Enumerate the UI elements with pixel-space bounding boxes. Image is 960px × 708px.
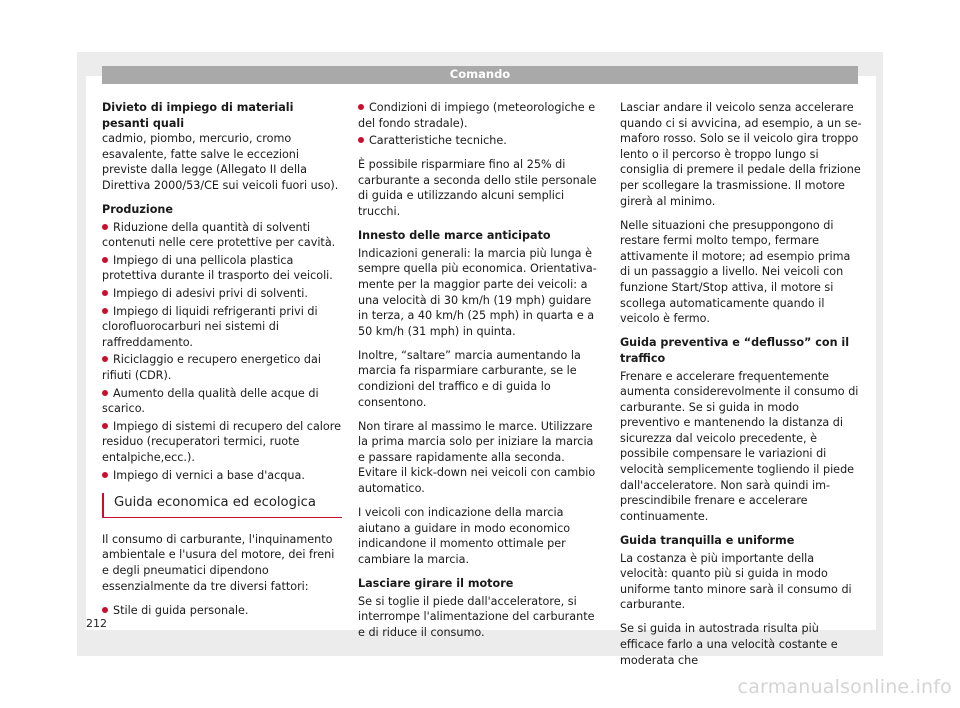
bullet-icon (102, 607, 108, 613)
paragraph-situazioni: Nelle situazioni che presuppongono di restare fermi molto tempo, fermare attivamente il motore; ad esempio prima di un passaggio a livello. Nei veicoli con funzione Start/Stop attiva, il motore si scollega automaticamente quando il veicolo è fermo. (620, 218, 851, 326)
chapter-header (102, 66, 858, 84)
bullet-icon (102, 224, 108, 230)
bullet-icon (102, 290, 108, 296)
bullet-icon (102, 257, 108, 263)
divieto-bold: Divieto di impiego di materiali pesanti quali (102, 101, 294, 130)
list-item: Riciclaggio e recupero energetico dai rifiuti (CDR). (102, 353, 321, 382)
bullet-icon (102, 423, 108, 429)
paragraph-indicazioni: Indicazioni generali: la marcia più lunga è sempre quella più economica. Orientativamente per la maggior parte dei veicoli: a una velocità di 30 km/h (19 mph) guidare in terza, a 40 km/h (25 mph) in quarta e a 50 km/h (31 mph) in quinta. (358, 246, 597, 338)
bullet-icon (358, 104, 364, 110)
bullet-icon (102, 390, 108, 396)
list-item: Aumento della qualità delle acque di scarico. (102, 386, 319, 416)
paragraph-risparmio: È possibile risparmiare fino al 25% di carburante a seconda dello stile personale di guida e utilizzando alcuni semplici trucchi. (358, 158, 597, 219)
paragraph-non-tirare: Non tirare al massimo le marce. Utilizzare la prima marcia solo per iniziare la marcia e passare rapidamente alla seconda. Evitare il kick-down nei veicoli con cambio automatico. (358, 419, 596, 496)
watermark: carmanualsonline.info (737, 676, 952, 698)
bullet-icon (358, 137, 364, 143)
list-item: Impiego di liquidi refrigeranti privi di clorofluorocarburi nei sistemi di raffreddamento. (102, 304, 318, 349)
bullet-icon (102, 356, 108, 362)
paragraph-divieto (102, 100, 342, 194)
list-item: Riduzione della quantità di solventi contenuti nelle cere protettive per cavità. (102, 220, 336, 250)
list-item: Stile di guida personale. (102, 603, 342, 619)
column-2 (358, 100, 598, 649)
paragraph-frenare: Frenare e accelerare frequentemente aumenta considerevolmente il consumo di carburante. Se si guida in modo preventivo e mantenendo la distanza di sicurezza dal veicolo precedente, è possibile compensare le variazioni di velocità semplicemente togliendo il piede dall'acceleratore. Non sarà quindi imprescindibile frenare e accelerare continuamente. (620, 369, 859, 523)
bullet-icon (102, 308, 108, 314)
list-item: Caratteristiche tecniche. (358, 133, 598, 149)
list-item: Impiego di sistemi di recupero del calore residuo (recuperatori termici, ruote entalpiche,ecc.). (102, 419, 341, 464)
list-item: Condizioni di impiego (meteorologiche e del fondo stradale). (358, 101, 596, 130)
list-item: Impiego di vernici a base d'acqua. (102, 468, 342, 484)
paragraph-autostrada: Se si guida in autostrada risulta più efficace farlo a una velocità costante e moderata che (620, 622, 838, 667)
column-1 (102, 100, 342, 620)
bullet-icon (102, 472, 108, 478)
section-heading: Guida economica ed ecologica (102, 493, 342, 518)
list-item: Impiego di adesivi privi di solventi. (102, 286, 342, 302)
list-item: Impiego di una pellicola plastica protettiva durante il trasporto dei veicoli. (102, 253, 333, 283)
heading-guida-tranquilla: Guida tranquilla e uniforme (620, 533, 795, 547)
paragraph-toglie: Se si toglie il piede dall'acceleratore, si interrompe l'alimentazione del carburante e di riduce il consumo. (358, 594, 595, 639)
paragraph-costanza: La costanza è più importante della velocità: quanto più si guida in modo uniforme tanto minore sarà il consumo di carburante. (620, 551, 852, 612)
column-3 (620, 100, 862, 677)
chapter-title: Comando (449, 67, 511, 81)
heading-innesto: Innesto delle marce anticipato (358, 229, 551, 243)
heading-produzione: Produzione (102, 203, 173, 217)
heading-guida-preventiva: Guida preventiva e “deflusso” con il traffico (620, 336, 850, 365)
heading-lasciare-girare: Lasciare girare il motore (358, 577, 514, 591)
page-number: 212 (86, 617, 107, 630)
paragraph-inoltre: Inoltre, “saltare” marcia aumentando la marcia fa risparmiare carburante, se le condizioni del traffico e di guida lo consentono. (358, 348, 581, 409)
paragraph-veicoli: I veicoli con indicazione della marcia aiutano a guidare in modo economico indicandone il momento ottimale per cambiare la marcia. (358, 506, 571, 566)
paragraph-minimo: Lasciar andare il veicolo senza accelerare quando ci si avvicina, ad esempio, a un semaforo rosso. Solo se il veicolo gira troppo lento o il percorso è troppo lungo si consiglia di premere il pedale della frizione per scollegare la trasmissione. Il motore girerà al minimo. (620, 101, 862, 208)
divieto-text: cadmio, piombo, mercurio, cromo esavalente, fatte salve le eccezioni previste dalla legge (Allegato II della Direttiva 2000/53/CE sui veicoli fuori uso). (102, 132, 339, 192)
paragraph-intro: Il consumo di carburante, l'inquinamento ambientale e l'usura del motore, dei freni e degli pneumatici dipendono essenzialmente da tre diversi fattori: (102, 532, 335, 593)
